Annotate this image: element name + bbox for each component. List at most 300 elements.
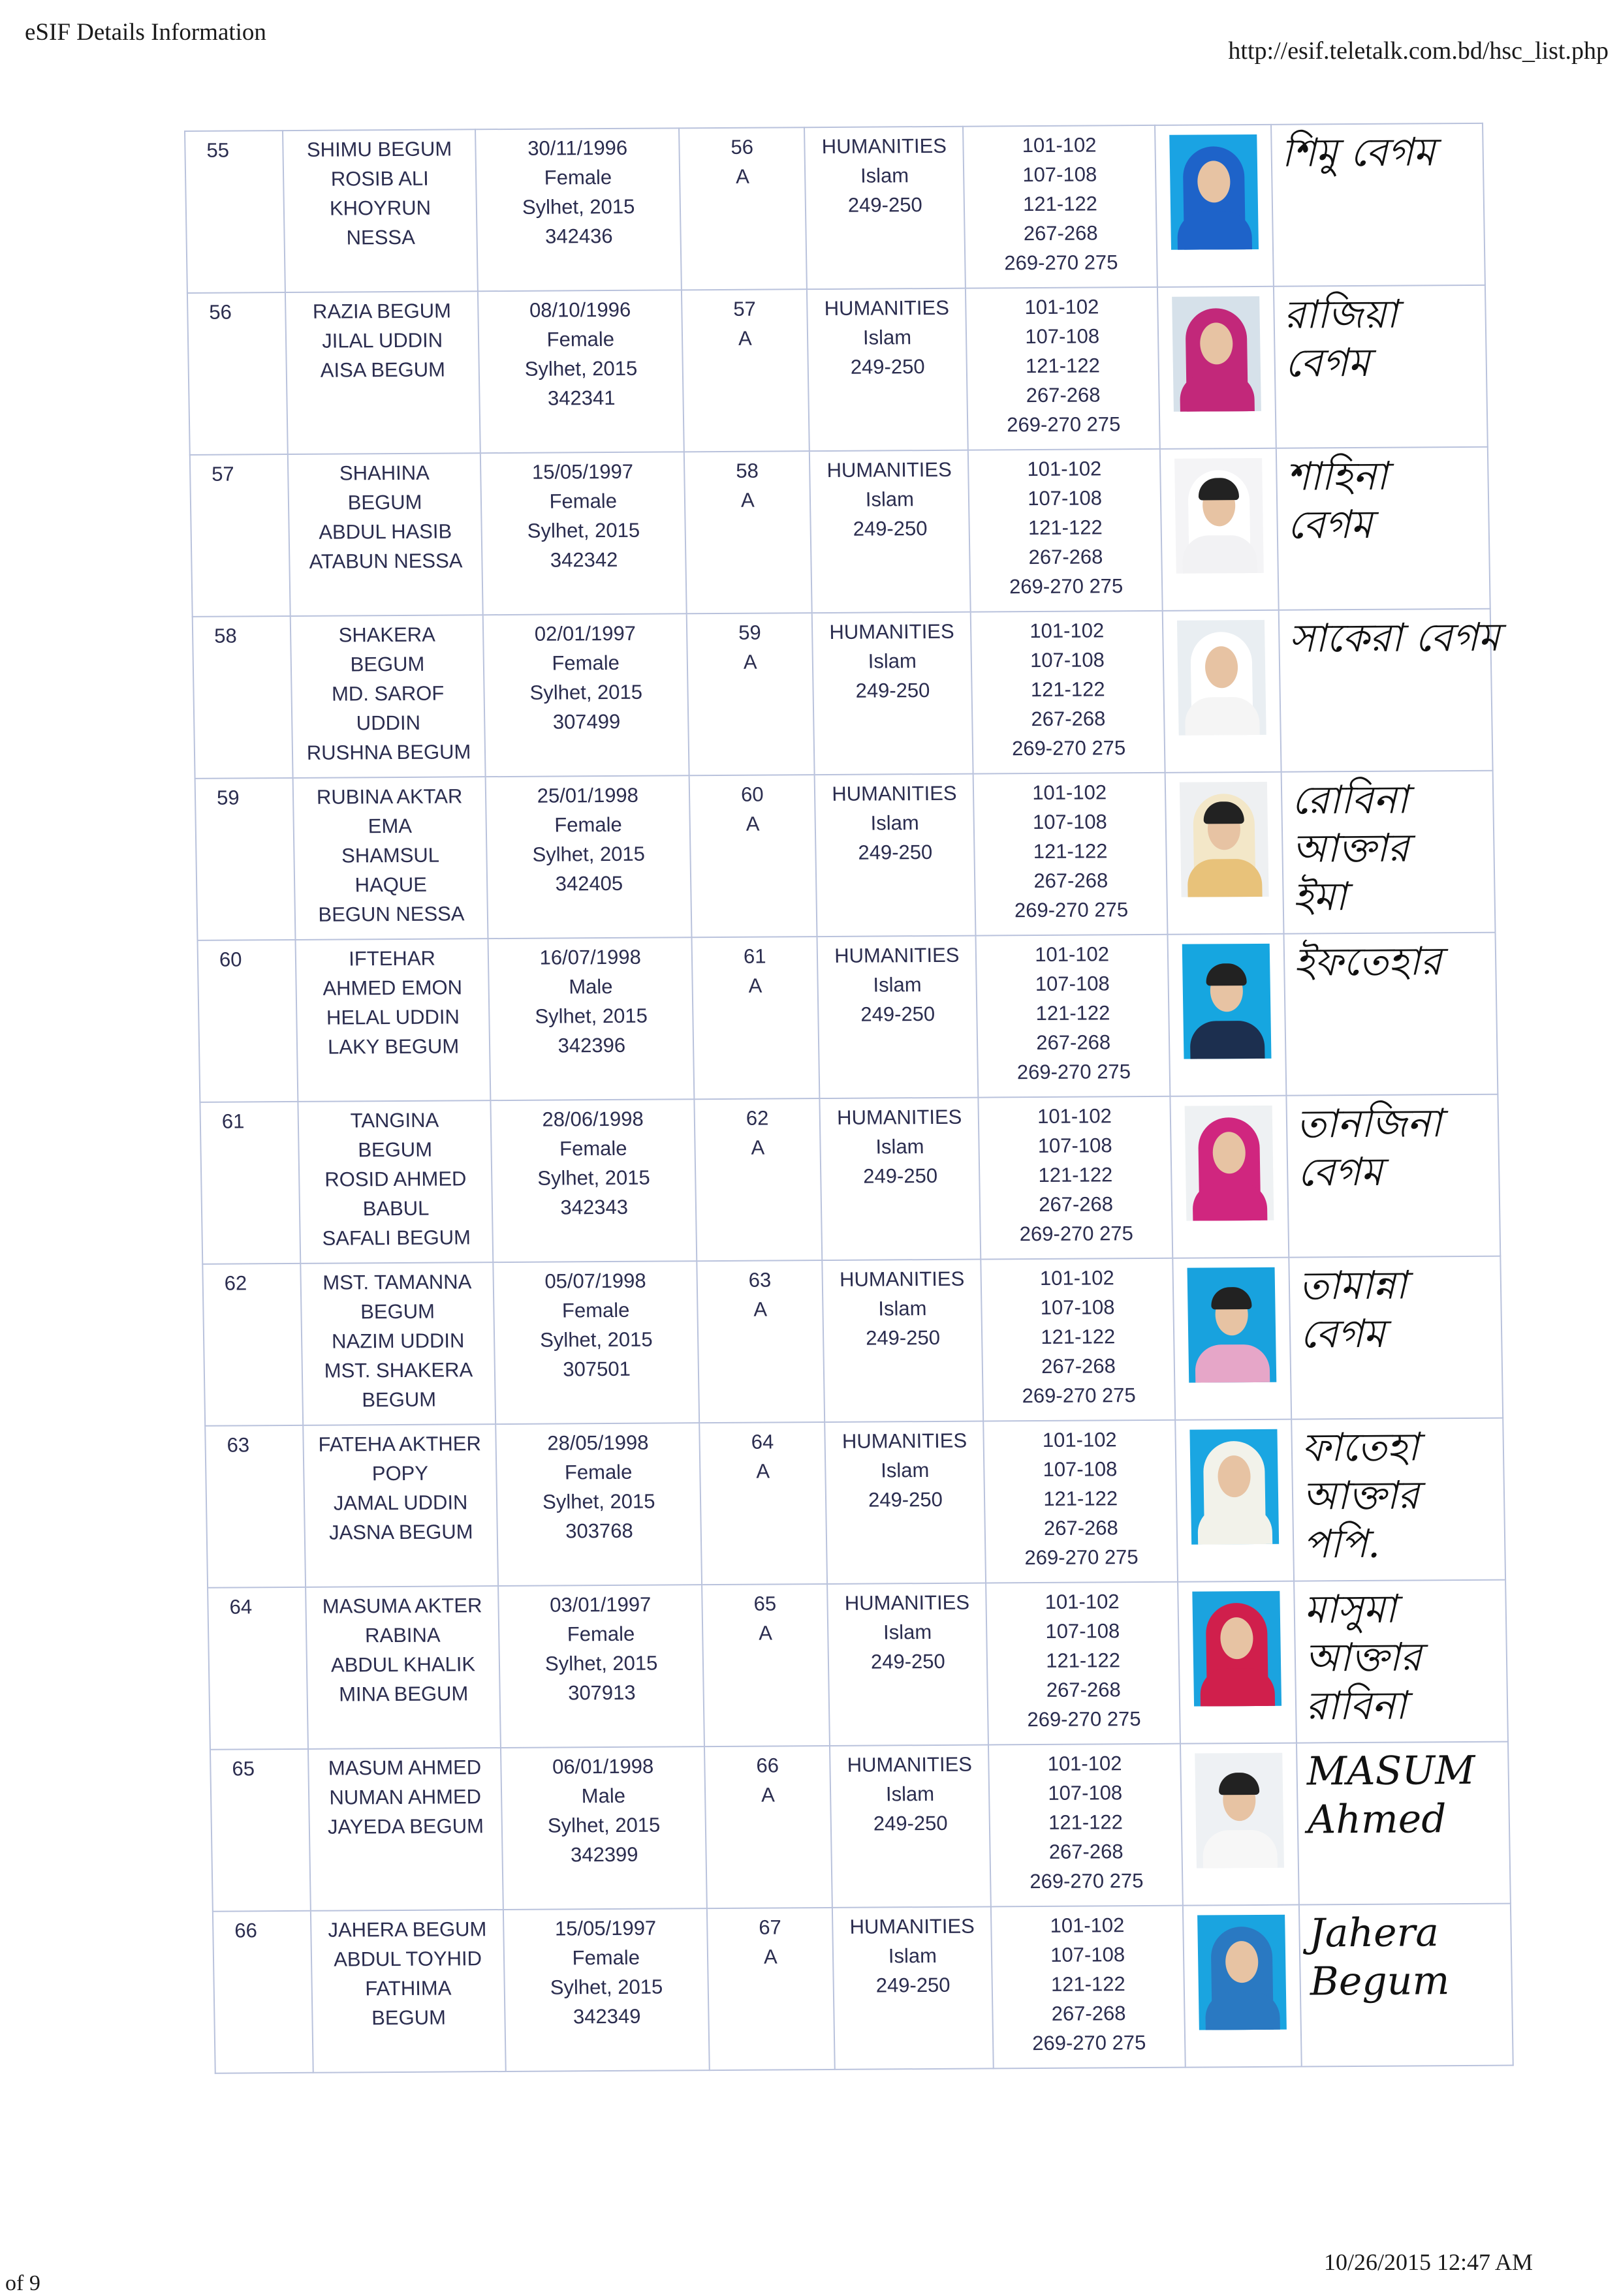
board-year: Sylhet, 2015 [529, 680, 643, 704]
handwritten-signature: তানজিনা [1296, 1100, 1442, 1147]
signature-cell [1271, 123, 1485, 287]
roll-number: 342436 [544, 224, 613, 248]
religion-codes: 249-250 [873, 1811, 948, 1835]
subject-code: 107-108 [1035, 972, 1110, 996]
signature-cell [1279, 609, 1500, 772]
gender: Female [554, 813, 622, 837]
signature-cell [1276, 447, 1490, 610]
subject-code: 121-122 [1022, 192, 1098, 216]
handwritten-signature: ফাতেহা [1301, 1424, 1419, 1471]
signature-cell [1281, 771, 1496, 934]
personal-info-cell [478, 290, 684, 453]
serial-number: 64 [229, 1595, 253, 1619]
shift: A [748, 974, 762, 997]
name-line: NESSA [346, 225, 415, 249]
subject-code: 269-270 275 [1011, 736, 1126, 760]
date-of-birth: 08/10/1996 [529, 298, 631, 322]
subject-code: 269-270 275 [1031, 2031, 1146, 2055]
subject-code: 107-108 [1040, 1295, 1115, 1319]
name-line: BABUL [362, 1196, 430, 1220]
subject-code: 101-102 [1027, 457, 1102, 481]
serial-number-cell [195, 778, 296, 940]
serial-number-cell [185, 131, 285, 293]
date-of-birth: 05/07/1998 [544, 1269, 646, 1293]
student-photo [1197, 1915, 1287, 2030]
name-line: RUSHNA BEGUM [306, 740, 471, 764]
group-cell [823, 1260, 984, 1422]
student-photo [1169, 134, 1259, 250]
religion-codes: 249-250 [853, 517, 928, 540]
student-photo [1185, 1106, 1274, 1221]
subject-code: 267-268 [1048, 1840, 1124, 1863]
gender: Male [569, 974, 613, 999]
subject-code: 269-270 275 [1004, 251, 1118, 275]
subject-code: 269-270 275 [1009, 574, 1124, 598]
gender: Female [572, 1946, 640, 1970]
registration-serial: 65 [753, 1592, 777, 1615]
subject-code: 267-268 [1041, 1354, 1116, 1378]
religion-codes: 249-250 [860, 1002, 935, 1026]
name-cell [300, 1262, 495, 1425]
handwritten-signature: বেগম [1284, 339, 1370, 386]
subject-code: 121-122 [1030, 677, 1105, 702]
subject-code: 107-108 [1043, 1457, 1118, 1481]
registration-serial: 64 [751, 1430, 774, 1453]
subject-code: 267-268 [1026, 383, 1101, 407]
handwritten-signature: রাবিনা [1305, 1683, 1407, 1730]
name-line: SAFALI BEGUM [322, 1226, 471, 1250]
handwritten-signature: আক্তার [1291, 825, 1409, 872]
religion-codes: 249-250 [855, 679, 930, 702]
name-line: HELAL UDDIN [326, 1005, 460, 1029]
name-cell [292, 777, 488, 940]
board-year: Sylhet, 2015 [537, 1166, 650, 1190]
name-line: JASNA BEGUM [328, 1520, 473, 1544]
subjects-cell [979, 1096, 1172, 1260]
date-of-birth: 30/11/1996 [527, 136, 628, 160]
subject-code: 107-108 [1032, 810, 1108, 834]
subject-code: 269-270 275 [1019, 1222, 1134, 1246]
serial-shift-cell [702, 1584, 830, 1746]
gender: Female [561, 1298, 630, 1322]
name-line: MASUM AHMED [328, 1756, 482, 1780]
student-photo [1187, 1267, 1276, 1383]
religion-codes: 249-250 [868, 1487, 943, 1512]
registration-serial: 63 [748, 1268, 772, 1292]
subject-code: 101-102 [1045, 1590, 1120, 1613]
serial-number-cell [187, 292, 288, 455]
name-cell [308, 1748, 503, 1911]
roll-number: 342342 [550, 548, 618, 572]
group-cell [832, 1906, 994, 2069]
shift: A [746, 812, 760, 835]
name-line: ABDUL TOYHID [333, 1947, 482, 1971]
name-line: SHAMSUL [341, 843, 440, 867]
group-cell [830, 1745, 991, 1907]
shift: A [740, 488, 755, 512]
name-line: ABDUL KHALIK [330, 1652, 476, 1677]
serial-number-cell [205, 1425, 306, 1588]
serial-number-cell [200, 1102, 300, 1264]
handwritten-signature: মাসুমা [1304, 1586, 1397, 1633]
subject-code: 121-122 [1035, 1001, 1110, 1025]
serial-number-cell [202, 1264, 303, 1426]
religion: Islam [875, 1135, 924, 1158]
group: HUMANITIES [832, 781, 957, 805]
personal-info-cell [488, 937, 695, 1100]
page-count: of 9 [5, 2271, 40, 2295]
personal-info-cell [486, 775, 692, 939]
date-of-birth: 25/01/1998 [537, 783, 639, 807]
date-of-birth: 15/05/1997 [554, 1916, 657, 1940]
personal-info-cell [480, 452, 687, 615]
student-photo [1182, 944, 1272, 1059]
shift: A [738, 326, 752, 350]
name-line: JILAL UDDIN [321, 328, 443, 352]
serial-number: 60 [219, 948, 242, 971]
subject-code: 121-122 [1028, 516, 1103, 540]
subject-code: 121-122 [1041, 1325, 1116, 1348]
photo-cell [1157, 287, 1276, 449]
name-line: JAMAL UDDIN [333, 1491, 468, 1515]
photo-body [1190, 1021, 1265, 1059]
name-line: LAKY BEGUM [327, 1034, 460, 1059]
serial-number: 63 [227, 1433, 250, 1457]
subjects-cell [986, 1582, 1180, 1745]
serial-number-cell [213, 1911, 313, 2073]
serial-shift-cell [695, 1098, 823, 1261]
subject-code: 269-270 275 [1014, 898, 1129, 922]
group: HUMANITIES [821, 134, 947, 159]
subject-code: 121-122 [1033, 839, 1108, 863]
table-row [200, 1094, 1500, 1264]
subject-code: 121-122 [1048, 1810, 1124, 1834]
photo-face [1220, 1617, 1253, 1659]
religion: Islam [878, 1297, 927, 1320]
group-cell [804, 127, 966, 289]
name-cell [285, 291, 480, 454]
group: HUMANITIES [841, 1429, 967, 1453]
group: HUMANITIES [836, 1105, 962, 1129]
religion-codes: 249-250 [847, 193, 922, 217]
subject-code: 107-108 [1048, 1781, 1123, 1805]
name-line: ABDUL HASIB [319, 520, 452, 544]
serial-number-cell [210, 1749, 311, 1912]
subject-code: 101-102 [1050, 1914, 1125, 1937]
photo-body [1187, 859, 1263, 897]
photo-cell [1170, 1096, 1289, 1258]
print-datetime: 10/26/2015 12:47 AM [1324, 2249, 1533, 2275]
handwritten-signature: Ahmed [1307, 1796, 1447, 1843]
date-of-birth: 16/07/1998 [539, 945, 642, 969]
photo-cell [1178, 1581, 1297, 1744]
subject-code: 107-108 [1025, 324, 1100, 349]
roll-number: 307913 [567, 1681, 636, 1705]
subject-code: 267-268 [1023, 221, 1098, 245]
serial-number: 66 [234, 1919, 258, 1942]
shift: A [756, 1459, 770, 1483]
subject-code: 269-270 275 [1027, 1707, 1141, 1731]
subject-code: 269-270 275 [1016, 1060, 1131, 1084]
name-cell [311, 1910, 506, 2073]
group: HUMANITIES [847, 1752, 973, 1776]
name-line: AISA BEGUM [320, 358, 446, 382]
registration-serial: 57 [733, 297, 757, 320]
subject-code: 267-268 [1051, 2002, 1126, 2025]
subject-code: 107-108 [1030, 648, 1105, 672]
name-line: BEGUM [350, 652, 425, 676]
subject-code: 267-268 [1031, 707, 1106, 731]
serial-number: 55 [206, 138, 230, 162]
table-row [197, 933, 1498, 1102]
registration-serial: 58 [736, 459, 759, 482]
student-photo [1174, 458, 1264, 574]
subject-code: 269-270 275 [1030, 1869, 1144, 1893]
photo-face [1212, 1132, 1246, 1173]
photo-face [1197, 161, 1231, 202]
serial-number: 62 [224, 1271, 247, 1295]
religion-codes: 249-250 [862, 1164, 938, 1188]
group-cell [815, 774, 976, 937]
registration-serial: 67 [759, 1916, 782, 1939]
registration-serial: 59 [738, 621, 761, 644]
name-line: TANGINA [350, 1108, 439, 1132]
gender: Female [559, 1136, 627, 1160]
religion: Islam [888, 1944, 937, 1968]
subjects-cell [968, 449, 1162, 612]
group: HUMANITIES [824, 296, 950, 320]
subject-code: 107-108 [1027, 486, 1103, 510]
photo-body [1197, 1506, 1272, 1545]
group-cell [807, 288, 968, 451]
name-line: BEGUM [347, 490, 422, 514]
religion-codes: 249-250 [875, 1973, 951, 1997]
name-line: POPY [371, 1461, 429, 1485]
student-photo [1172, 296, 1261, 412]
name-line: RABINA [364, 1623, 441, 1647]
handwritten-signature: সাকেরা বেগম [1288, 614, 1500, 662]
name-cell [306, 1586, 501, 1749]
student-photo [1195, 1753, 1284, 1869]
subject-code: 101-102 [1024, 295, 1099, 319]
name-line: RUBINA AKTAR [316, 784, 463, 809]
serial-shift-cell [707, 1908, 835, 2070]
subjects-cell [963, 125, 1157, 288]
photo-body [1182, 535, 1257, 574]
serial-number-cell [190, 454, 291, 617]
subjects-cell [973, 773, 1167, 936]
name-line: BEGUM [371, 2006, 447, 2030]
religion: Islam [870, 811, 919, 835]
subject-code: 267-268 [1038, 1192, 1114, 1217]
document-title: eSIF Details Information [25, 19, 266, 46]
group-cell [828, 1583, 989, 1745]
name-line: BEGUM [358, 1138, 433, 1162]
subjects-cell [971, 611, 1165, 774]
roll-number: 303768 [565, 1519, 633, 1543]
serial-number-cell [197, 940, 298, 1102]
subject-code: 101-102 [1042, 1428, 1117, 1451]
name-line: SHAKERA [338, 623, 436, 647]
group: HUMANITIES [829, 619, 954, 644]
group: HUMANITIES [839, 1267, 965, 1291]
signature-cell [1297, 1742, 1511, 1905]
handwritten-signature: বেগম [1299, 1311, 1386, 1357]
religion: Islam [873, 973, 922, 997]
shift: A [761, 1783, 776, 1807]
name-line: AHMED EMON [322, 976, 463, 1000]
serial-number-cell [193, 616, 293, 779]
subject-code: 107-108 [1022, 163, 1097, 187]
handwritten-signature: আক্তার [1304, 1634, 1423, 1681]
board-year: Sylhet, 2015 [524, 356, 638, 380]
registration-serial: 56 [731, 135, 754, 159]
personal-info-cell [496, 1423, 702, 1586]
subject-code: 101-102 [1022, 133, 1097, 157]
roll-number: 342349 [573, 2004, 641, 2028]
date-of-birth: 28/06/1998 [542, 1107, 644, 1131]
name-line: MINA BEGUM [338, 1682, 469, 1706]
photo-cell [1160, 448, 1279, 611]
name-line: HAQUE [354, 873, 428, 897]
serial-shift-cell [697, 1260, 825, 1423]
group: HUMANITIES [826, 458, 952, 482]
student-photo [1189, 1429, 1279, 1545]
photo-body [1180, 373, 1255, 412]
page-url: http://esif.teletalk.com.bd/hsc_list.php [1228, 37, 1609, 65]
student-photo [1180, 782, 1269, 897]
name-line: ATABUN NESSA [309, 549, 463, 573]
shift: A [735, 164, 750, 188]
board-year: Sylhet, 2015 [535, 1004, 648, 1028]
subject-code: 101-102 [1039, 1266, 1115, 1290]
religion-codes: 249-250 [865, 1326, 941, 1350]
serial-number: 59 [216, 786, 240, 809]
group: HUMANITIES [834, 943, 960, 967]
date-of-birth: 15/05/1997 [531, 459, 634, 484]
personal-info-cell [498, 1585, 704, 1748]
board-year: Sylhet, 2015 [550, 1975, 663, 1999]
serial-number: 58 [213, 624, 237, 647]
personal-info-cell [483, 613, 689, 777]
signature-cell [1274, 285, 1488, 448]
table-row [185, 123, 1485, 293]
roll-number: 342341 [547, 386, 616, 410]
name-line: MST. TAMANNA [322, 1270, 472, 1294]
subjects-cell [966, 287, 1159, 450]
gender: Female [564, 1460, 633, 1484]
subject-code: 267-268 [1043, 1516, 1119, 1540]
handwritten-signature: শিমু বেগম [1281, 129, 1436, 176]
serial-shift-cell [679, 127, 807, 290]
student-photo [1177, 620, 1266, 736]
photo-cell [1165, 772, 1283, 935]
name-cell [283, 129, 478, 292]
name-line: IFTEHAR [348, 946, 436, 970]
group: HUMANITIES [844, 1590, 970, 1615]
handwritten-signature: শাহিনা [1285, 453, 1388, 500]
signature-cell [1299, 1904, 1513, 2067]
subjects-cell [981, 1258, 1175, 1421]
subject-code: 101-102 [1034, 942, 1110, 967]
subject-code: 267-268 [1033, 869, 1108, 893]
student-table [184, 123, 1514, 2074]
signature-cell [1286, 1094, 1500, 1258]
subject-code: 101-102 [1047, 1752, 1122, 1775]
photo-cell [1167, 934, 1286, 1096]
registration-serial: 60 [740, 783, 764, 806]
signature-cell [1291, 1418, 1505, 1581]
photo-cell [1175, 1419, 1294, 1582]
serial-shift-cell [699, 1422, 827, 1585]
roll-number: 307499 [552, 709, 621, 734]
group-cell [810, 450, 971, 613]
photo-cell [1172, 1258, 1291, 1420]
shift: A [753, 1297, 768, 1321]
serial-shift-cell [689, 775, 817, 937]
handwritten-signature: রাজিয়া [1283, 291, 1398, 338]
group-cell [812, 612, 973, 775]
religion-codes: 249-250 [850, 355, 925, 379]
name-line: BEGUM [360, 1299, 435, 1324]
subjects-cell [976, 935, 1170, 1098]
name-line: SHIMU BEGUM [306, 137, 452, 161]
shift: A [743, 650, 757, 674]
subject-code: 269-270 275 [1022, 1384, 1137, 1408]
board-year: Sylhet, 2015 [527, 518, 640, 542]
table-row [187, 285, 1488, 455]
name-line: MST. SHAKERA [324, 1358, 473, 1382]
serial-shift-cell [692, 937, 820, 1099]
handwritten-signature: Jahera [1309, 1910, 1439, 1957]
table-row [195, 771, 1496, 940]
religion-codes: 249-250 [870, 1649, 945, 1673]
handwritten-signature: আক্তার [1302, 1472, 1420, 1519]
gender: Female [567, 1622, 635, 1646]
name-line: JAYEDA BEGUM [327, 1814, 484, 1838]
photo-cell [1163, 610, 1281, 773]
group-cell [825, 1421, 986, 1584]
personal-info-cell [475, 128, 682, 291]
photo-face [1218, 1455, 1251, 1497]
subject-code: 267-268 [1028, 545, 1103, 569]
photo-cell [1180, 1743, 1299, 1906]
serial-number: 57 [211, 462, 235, 486]
serial-shift-cell [682, 289, 810, 452]
photo-body [1200, 1668, 1275, 1707]
gender: Female [552, 651, 620, 675]
roll-number: 342343 [560, 1195, 629, 1219]
subject-code: 121-122 [1050, 1972, 1126, 1996]
date-of-birth: 06/01/1998 [552, 1754, 654, 1778]
religion-codes: 249-250 [858, 840, 933, 864]
name-line: EMA [368, 814, 413, 838]
subjects-cell [984, 1420, 1178, 1583]
shift: A [763, 1945, 778, 1968]
name-line: RAZIA BEGUM [312, 299, 452, 323]
subjects-cell [988, 1744, 1182, 1907]
name-line: BEGUM [362, 1388, 437, 1412]
religion: Islam [883, 1621, 932, 1644]
photo-body [1205, 1992, 1280, 2030]
signature-cell [1289, 1256, 1503, 1419]
religion: Islam [880, 1459, 930, 1482]
name-cell [288, 453, 483, 616]
date-of-birth: 28/05/1998 [547, 1431, 649, 1455]
handwritten-signature: বেগম [1297, 1149, 1383, 1196]
board-year: Sylhet, 2015 [544, 1651, 658, 1675]
name-line: ROSIB ALI [330, 166, 429, 191]
